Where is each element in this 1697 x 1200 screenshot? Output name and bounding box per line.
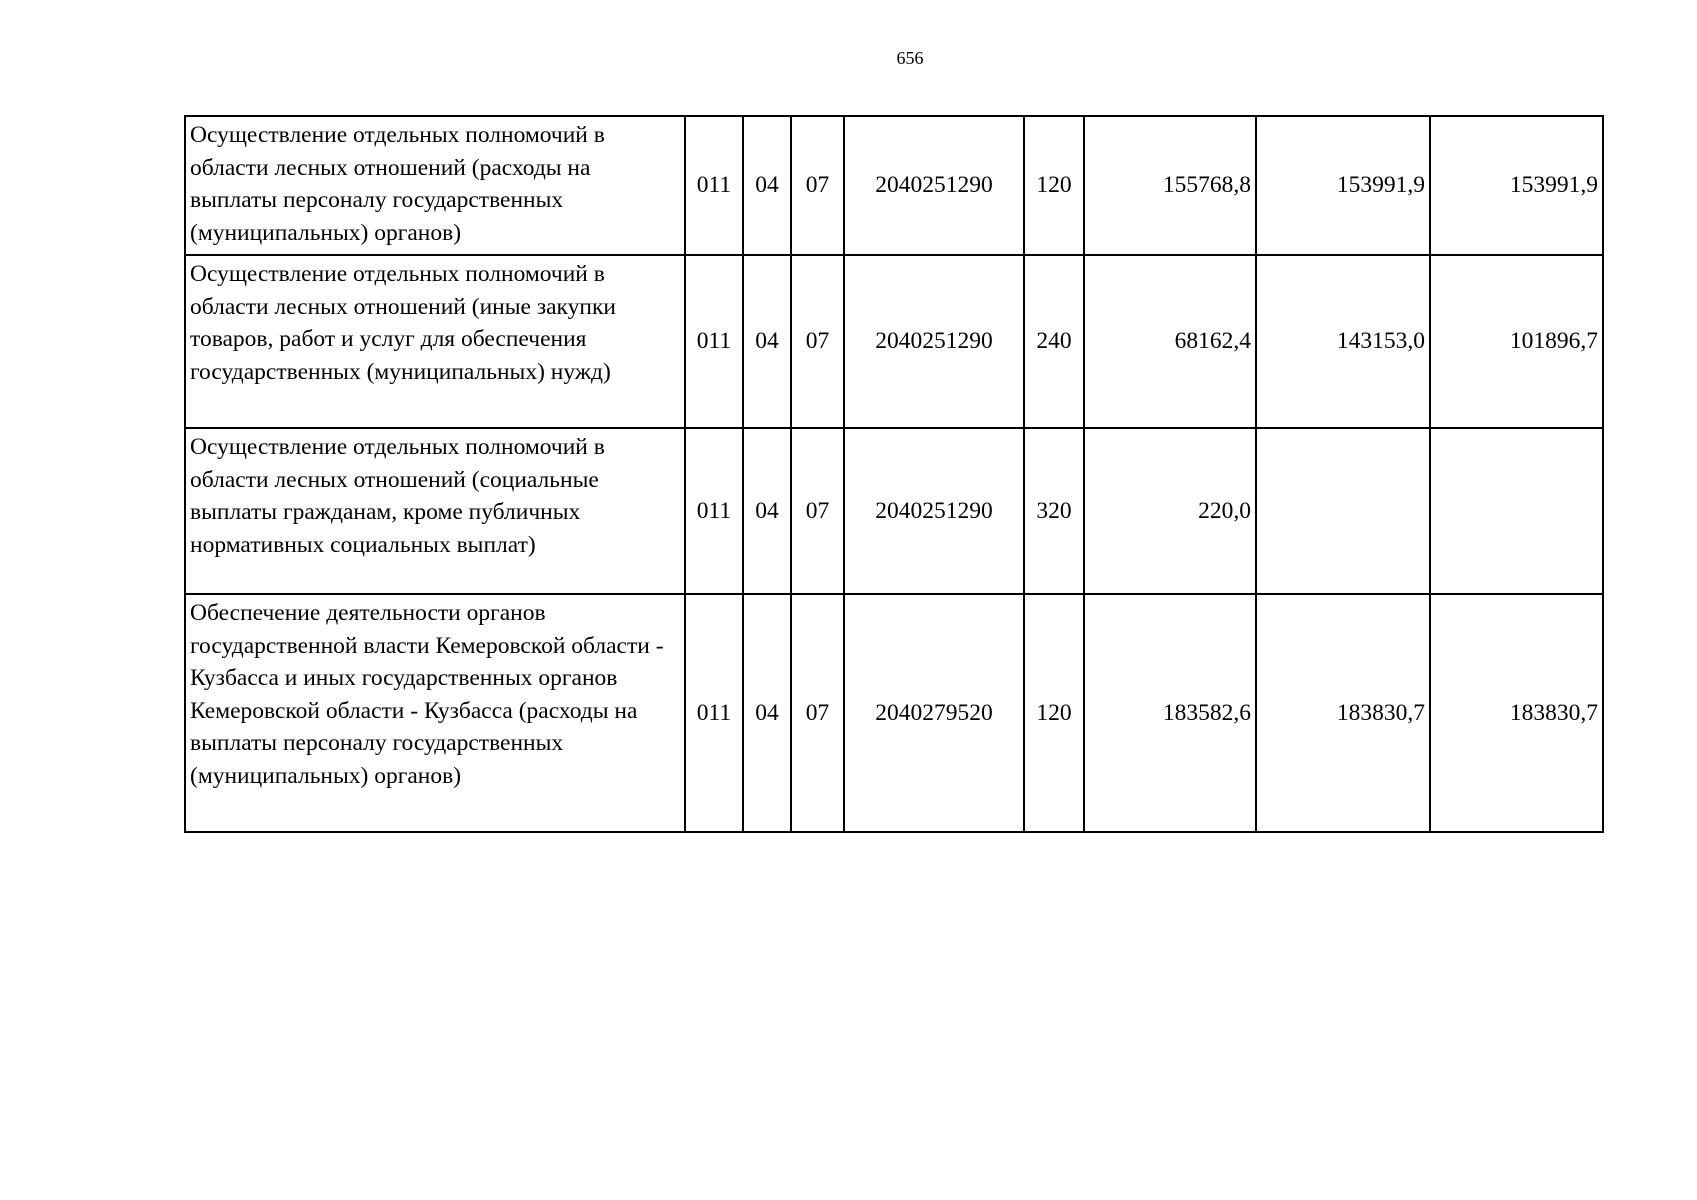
target-article-code: 2040251290 [844, 116, 1024, 255]
expense-type-code: 120 [1024, 116, 1084, 255]
target-article-code: 2040251290 [844, 255, 1024, 428]
page-number: 656 [896, 48, 924, 68]
section-code: 04 [743, 428, 791, 594]
section-code: 04 [743, 116, 791, 255]
expense-type-code: 240 [1024, 255, 1084, 428]
budget-table [184, 115, 1604, 833]
table-row [185, 594, 1603, 832]
subsection-code: 07 [791, 255, 844, 428]
section-code: 04 [743, 594, 791, 832]
table-row [185, 255, 1603, 428]
subsection-code: 07 [791, 594, 844, 832]
amount-3 [1430, 428, 1603, 594]
row-description: Осуществление отдельных полномочий в области лесных отношений (иные закупки товаров, работ и услуг для обеспечения государственных (муниципальных) нужд) [185, 255, 685, 428]
amount-1: 183582,6 [1084, 594, 1256, 832]
ministry-code: 011 [685, 255, 743, 428]
amount-2: 183830,7 [1256, 594, 1430, 832]
target-article-code: 2040279520 [844, 594, 1024, 832]
amount-1: 155768,8 [1084, 116, 1256, 255]
row-description: Обеспечение деятельности органов государственной власти Кемеровской области - Кузбасса и иных государственных органов Кемеровской области - Кузбасса (расходы на выплаты персоналу государственных (муниципальных) органов) [185, 594, 685, 832]
ministry-code: 011 [685, 594, 743, 832]
amount-2 [1256, 428, 1430, 594]
amount-2: 143153,0 [1256, 255, 1430, 428]
expense-type-code: 120 [1024, 594, 1084, 832]
row-description: Осуществление отдельных полномочий в области лесных отношений (расходы на выплаты персоналу государственных (муниципальных) органов) [185, 116, 685, 255]
section-code: 04 [743, 255, 791, 428]
subsection-code: 07 [791, 116, 844, 255]
amount-1: 220,0 [1084, 428, 1256, 594]
amount-2: 153991,9 [1256, 116, 1430, 255]
table-row [185, 116, 1603, 255]
row-description: Осуществление отдельных полномочий в области лесных отношений (социальные выплаты гражданам, кроме публичных нормативных социальных выплат) [185, 428, 685, 594]
amount-3: 183830,7 [1430, 594, 1603, 832]
ministry-code: 011 [685, 428, 743, 594]
amount-3: 101896,7 [1430, 255, 1603, 428]
subsection-code: 07 [791, 428, 844, 594]
table-row [185, 428, 1603, 594]
target-article-code: 2040251290 [844, 428, 1024, 594]
expense-type-code: 320 [1024, 428, 1084, 594]
amount-1: 68162,4 [1084, 255, 1256, 428]
ministry-code: 011 [685, 116, 743, 255]
amount-3: 153991,9 [1430, 116, 1603, 255]
